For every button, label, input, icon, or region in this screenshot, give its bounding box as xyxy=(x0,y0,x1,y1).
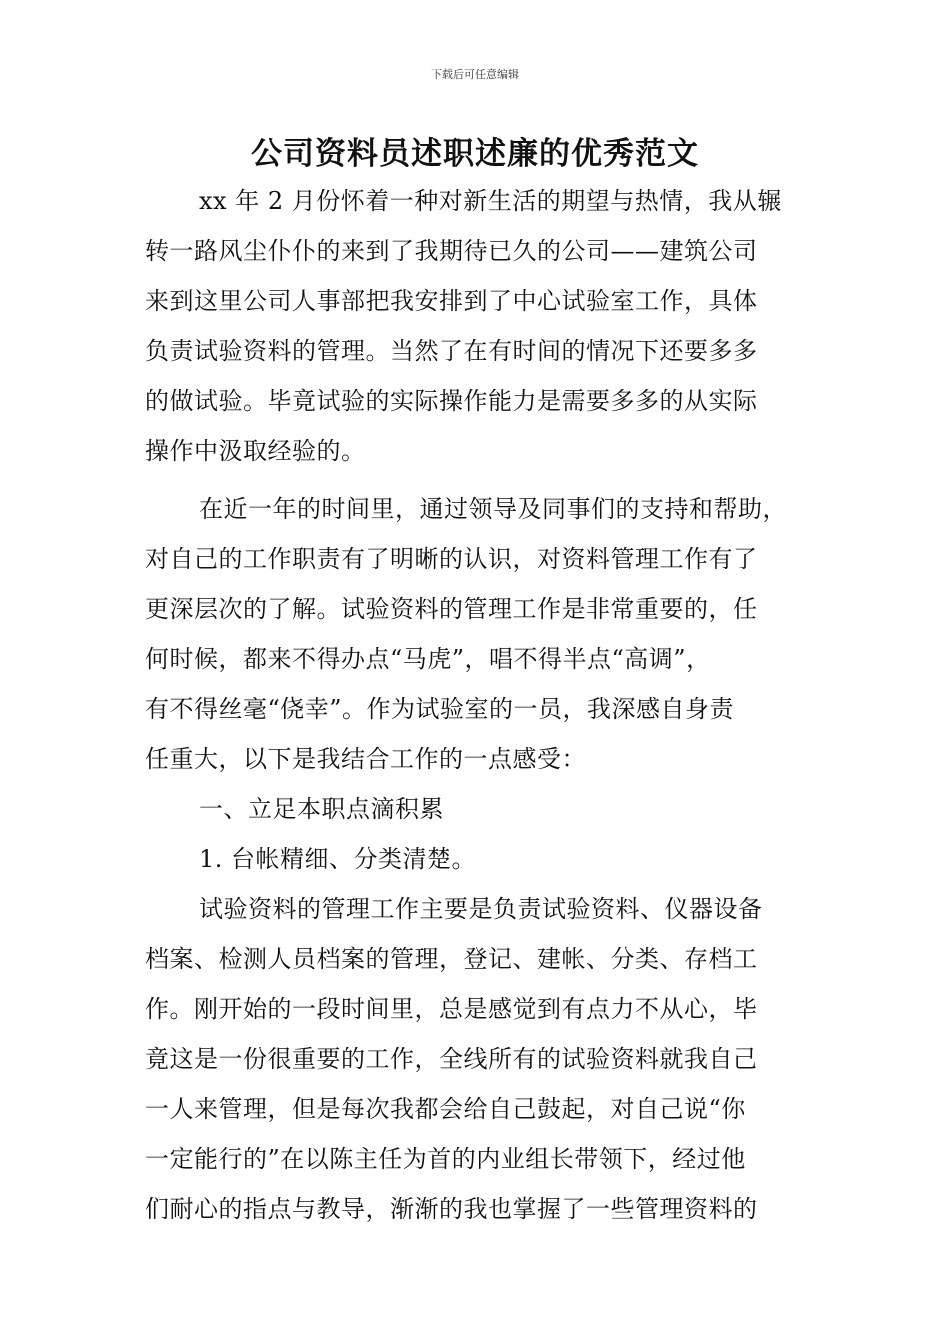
paragraph-1 xyxy=(145,176,813,476)
paragraph-line: xx 年 2 月份怀着一种对新生活的期望与热情，我从辗 xyxy=(199,187,782,215)
paragraph-line: 来到这里公司人事部把我安排到了中心试验室工作，具体 xyxy=(145,287,758,315)
paragraph-line: 任重大，以下是我结合工作的一点感受： xyxy=(145,745,586,773)
paragraph-line: 竟这是一份很重要的工作，全线所有的试验资料就我自己 xyxy=(145,1045,758,1073)
paragraph-line: 试验资料的管理工作主要是负责试验资料、仪器设备 xyxy=(199,895,763,923)
paragraph-line: 的做试验。毕竟试验的实际操作能力是需要多多的从实际 xyxy=(145,387,758,415)
header-note: 下载后可任意编辑 xyxy=(431,68,519,81)
paragraph-line: 转一路风尘仆仆的来到了我期待已久的公司——建筑公司 xyxy=(145,237,758,265)
paragraph-3 xyxy=(145,884,813,1234)
paragraph-line: 作。刚开始的一段时间里，总是感觉到有点力不从心，毕 xyxy=(145,995,758,1023)
paragraph-line: 一人来管理，但是每次我都会给自己鼓起，对自己说“你 xyxy=(145,1095,746,1123)
paragraph-line: 负责试验资料的管理。当然了在有时间的情况下还要多多 xyxy=(145,337,758,365)
subsection-heading xyxy=(145,834,813,884)
paragraph-line: 们耐心的指点与教导，渐渐的我也掌握了一些管理资料的 xyxy=(145,1195,758,1223)
paragraph-line: 档案、检测人员档案的管理，登记、建帐、分类、存档工 xyxy=(145,945,758,973)
paragraph-line: 操作中汲取经验的。 xyxy=(145,437,366,465)
paragraph-line: 更深层次的了解。试验资料的管理工作是非常重要的，任 xyxy=(145,595,758,623)
subsection-heading-text: 1. 台帐精细、分类清楚。 xyxy=(199,845,477,873)
document-body xyxy=(145,176,813,1234)
paragraph-line: 对自己的工作职责有了明晰的认识，对资料管理工作有了 xyxy=(145,545,758,573)
section-heading xyxy=(145,784,813,834)
paragraph-line: 在近一年的时间里，通过领导及同事们的支持和帮助， xyxy=(199,495,787,523)
section-heading-text: 一、立足本职点滴积累 xyxy=(199,795,444,823)
paragraph-line: 何时候，都来不得办点“马虎”，唱不得半点“高调”， xyxy=(145,645,711,673)
document-title: 公司资料员述职述廉的优秀范文 xyxy=(251,136,699,172)
paragraph-line: 一定能行的”在以陈主任为首的内业组长带领下，经过他 xyxy=(145,1145,746,1173)
paragraph-line: 有不得丝毫“侥幸”。作为试验室的一员，我深感自身责 xyxy=(145,695,735,723)
paragraph-2 xyxy=(145,484,813,784)
